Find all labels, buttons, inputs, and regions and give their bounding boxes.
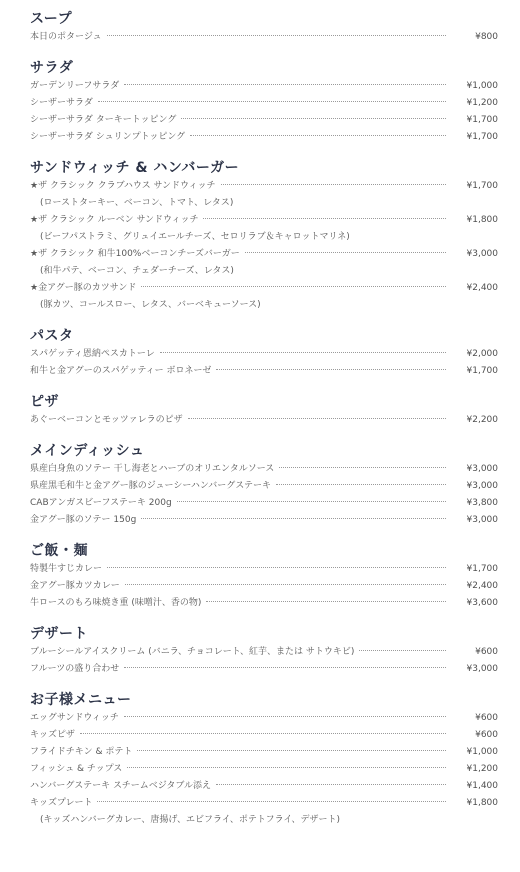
item-name: キッズプレート xyxy=(30,798,93,808)
item-price: ¥1,800 xyxy=(466,798,498,808)
item-price: ¥2,400 xyxy=(466,581,498,591)
section-title: スープ xyxy=(30,11,73,27)
menu-item xyxy=(30,461,498,478)
dotted-leader xyxy=(190,135,446,136)
item-price: ¥3,000 xyxy=(466,481,498,491)
dotted-leader xyxy=(216,369,446,370)
item-name: シーザーサラダ xyxy=(30,98,93,108)
item-name: ブルーシールアイスクリーム (バニラ、チョコレート、紅芋、または サトウキビ) xyxy=(30,647,355,657)
menu-item xyxy=(30,246,498,263)
item-price: ¥2,000 xyxy=(466,349,498,359)
menu-item xyxy=(30,578,498,595)
menu-item xyxy=(30,644,498,661)
section-title: ご飯・麺 xyxy=(30,543,88,559)
item-name: キッズピザ xyxy=(30,730,75,740)
item-name: 金アグー豚カツカレー xyxy=(30,581,120,591)
menu-item xyxy=(30,212,498,229)
item-price: ¥1,200 xyxy=(466,764,498,774)
menu-section xyxy=(30,58,498,146)
menu-item xyxy=(30,661,498,678)
section-title: メインディッシュ xyxy=(30,443,145,459)
item-description: (ローストターキー、ベーコン、トマト、レタス) xyxy=(40,198,234,208)
item-description: (豚カツ、コールスロー、レタス、バーベキューソース) xyxy=(40,300,261,310)
dotted-leader xyxy=(124,716,446,717)
item-name: 牛ロースのもろ味焼き重 (味噌汁、香の物) xyxy=(30,598,202,608)
dotted-leader xyxy=(107,35,446,36)
menu-section xyxy=(30,326,498,380)
item-name: CABアンガスビーフステーキ 200g xyxy=(30,498,172,508)
menu-item xyxy=(30,129,498,146)
item-name: あぐーベーコンとモッツァレラのピザ xyxy=(30,415,183,425)
item-price: ¥3,000 xyxy=(466,515,498,525)
menu-item xyxy=(30,512,498,529)
menu-item xyxy=(30,478,498,495)
dotted-leader xyxy=(276,484,446,485)
item-name: ハンバーグステーキ スチームベジタブル添え xyxy=(30,781,212,791)
dotted-leader xyxy=(177,501,446,502)
item-price: ¥1,800 xyxy=(466,215,498,225)
item-name: 本日のポタージュ xyxy=(30,32,102,42)
menu-list xyxy=(30,9,498,829)
section-title: サラダ xyxy=(30,60,74,76)
item-name: シーザーサラダ ターキートッピング xyxy=(30,115,177,125)
item-name: ガーデンリーフサラダ xyxy=(30,81,120,91)
item-price: ¥3,000 xyxy=(466,249,498,259)
dotted-leader xyxy=(125,584,446,585)
menu-item xyxy=(30,761,498,778)
dotted-leader xyxy=(80,733,446,734)
menu-section xyxy=(30,9,498,46)
menu-item xyxy=(30,112,498,129)
item-price: ¥3,000 xyxy=(466,464,498,474)
dotted-leader xyxy=(279,467,446,468)
menu-item xyxy=(30,363,498,380)
menu-section xyxy=(30,441,498,529)
item-description: (ビーフパストラミ、グリュイエールチーズ、セロリラブ＆キャロットマリネ) xyxy=(40,232,350,242)
item-price: ¥800 xyxy=(475,32,498,42)
dotted-leader xyxy=(107,567,446,568)
item-name: ★ザ クラシック クラブハウス サンドウィッチ xyxy=(30,181,216,191)
item-price: ¥1,700 xyxy=(466,366,498,376)
item-price: ¥1,200 xyxy=(466,98,498,108)
section-title: ピザ xyxy=(30,394,59,410)
menu-item xyxy=(30,346,498,363)
dotted-leader xyxy=(141,286,446,287)
item-name: ★金アグー豚のカツサンド xyxy=(30,283,137,293)
dotted-leader xyxy=(206,601,446,602)
item-name: エッグサンドウィッチ xyxy=(30,713,119,723)
menu-section xyxy=(30,541,498,612)
dotted-leader xyxy=(124,84,446,85)
dotted-leader xyxy=(97,801,446,802)
dotted-leader xyxy=(124,667,446,668)
dotted-leader xyxy=(216,784,446,785)
dotted-leader xyxy=(181,118,446,119)
item-name: 和牛と金アグーのスパゲッティー ボロネーゼ xyxy=(30,366,212,376)
item-name: 県産黒毛和牛と金アグー豚のジューシーハンバーグステーキ xyxy=(30,481,272,491)
item-name: フルーツの盛り合わせ xyxy=(30,664,120,674)
item-name: 金アグー豚のソテー 150g xyxy=(30,515,137,525)
item-description: (和牛パテ、ベーコン、チェダーチーズ、レタス) xyxy=(40,266,234,276)
menu-item xyxy=(30,178,498,195)
item-price: ¥600 xyxy=(475,730,498,740)
item-price: ¥2,400 xyxy=(466,283,498,293)
item-name: フライドチキン & ポテト xyxy=(30,747,133,757)
section-title: デザート xyxy=(30,626,88,642)
menu-item xyxy=(30,280,498,297)
menu-item xyxy=(30,78,498,95)
menu-item xyxy=(30,710,498,727)
dotted-leader xyxy=(127,767,446,768)
item-name: ★ザ クラシック 和牛100%ベーコンチーズバーガー xyxy=(30,249,240,259)
item-name: 特製牛すじカレー xyxy=(30,564,103,574)
dotted-leader xyxy=(137,750,446,751)
menu-item xyxy=(30,744,498,761)
item-price: ¥1,000 xyxy=(466,81,498,91)
menu-item xyxy=(30,561,498,578)
section-title: サンドウィッチ & ハンバーガー xyxy=(30,160,240,176)
menu-item xyxy=(30,595,498,612)
dotted-leader xyxy=(188,418,446,419)
item-price: ¥3,000 xyxy=(466,664,498,674)
dotted-leader xyxy=(141,518,446,519)
section-title: お子様メニュー xyxy=(30,692,132,708)
item-name: 県産白身魚のソテー 干し海老とハーブのオリエンタルソース xyxy=(30,464,275,474)
menu-section xyxy=(30,624,498,678)
menu-item xyxy=(30,412,498,429)
item-description: (キッズハンバーグカレー、唐揚げ、エビフライ、ポテトフライ、デザート) xyxy=(40,815,341,825)
item-price: ¥1,000 xyxy=(466,747,498,757)
menu-item xyxy=(30,778,498,795)
item-name: シーザーサラダ シュリンプトッピング xyxy=(30,132,186,142)
item-price: ¥1,700 xyxy=(466,132,498,142)
item-price: ¥1,700 xyxy=(466,564,498,574)
dotted-leader xyxy=(98,101,446,102)
item-price: ¥1,700 xyxy=(466,115,498,125)
item-price: ¥600 xyxy=(475,647,498,657)
item-name: ★ザ クラシック ルーベン サンドウィッチ xyxy=(30,215,199,225)
dotted-leader xyxy=(359,650,446,651)
menu-item xyxy=(30,495,498,512)
menu-item xyxy=(30,29,498,46)
item-price: ¥1,400 xyxy=(466,781,498,791)
item-price: ¥1,700 xyxy=(466,181,498,191)
item-price: ¥600 xyxy=(475,713,498,723)
menu-item xyxy=(30,795,498,812)
item-price: ¥3,800 xyxy=(466,498,498,508)
dotted-leader xyxy=(245,252,446,253)
dotted-leader xyxy=(221,184,447,185)
dotted-leader xyxy=(203,218,446,219)
item-name: スパゲッティ恩納ペスカトーレ xyxy=(30,349,155,359)
menu-section xyxy=(30,158,498,314)
dotted-leader xyxy=(160,352,446,353)
menu-section xyxy=(30,392,498,429)
section-title: パスタ xyxy=(30,328,74,344)
menu-section xyxy=(30,690,498,829)
menu-item xyxy=(30,95,498,112)
item-name: フィッシュ & チップス xyxy=(30,764,123,774)
item-price: ¥2,200 xyxy=(466,415,498,425)
item-price: ¥3,600 xyxy=(466,598,498,608)
menu-item xyxy=(30,727,498,744)
